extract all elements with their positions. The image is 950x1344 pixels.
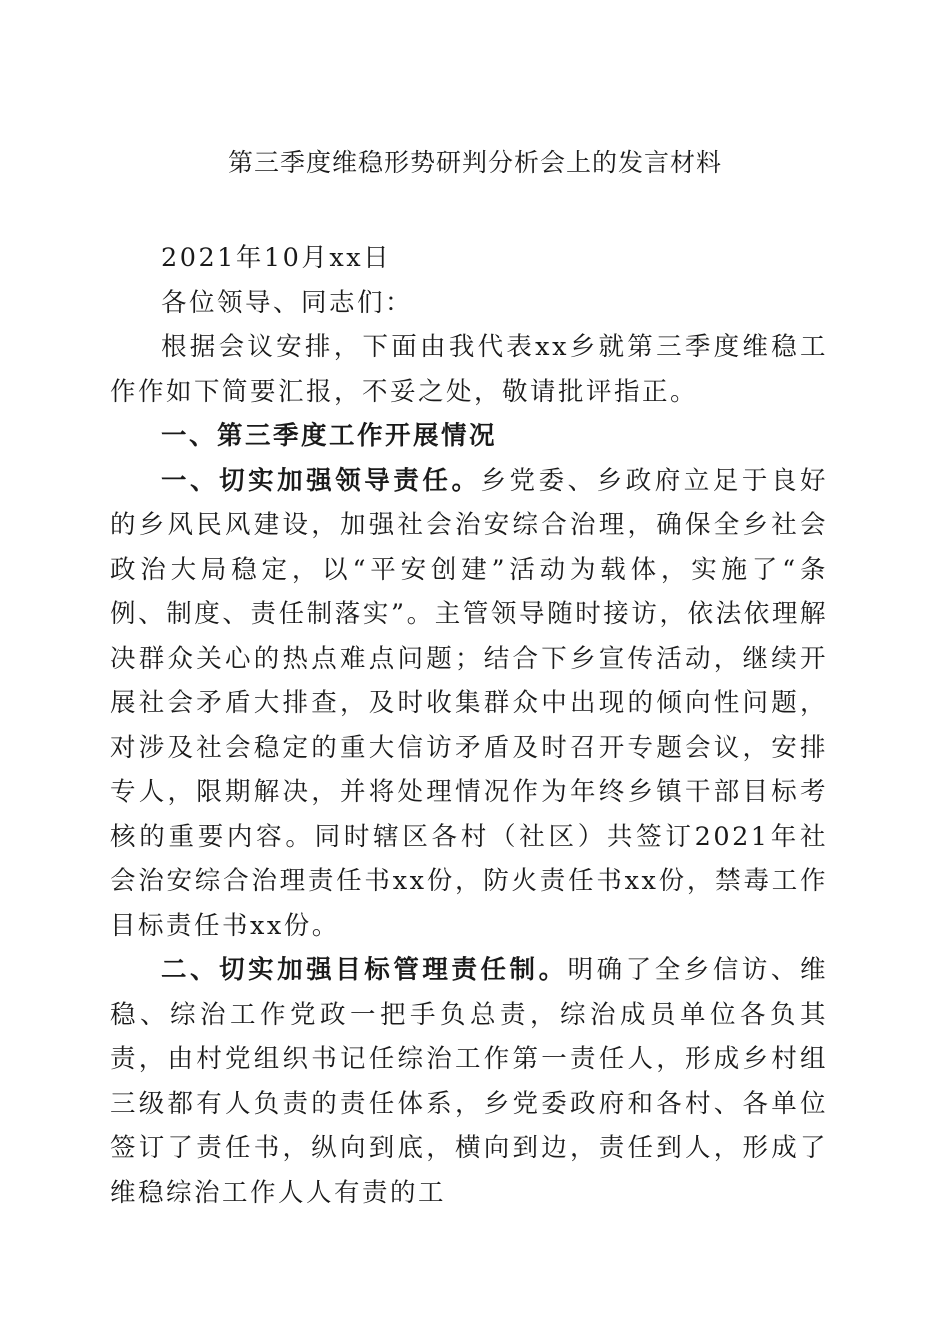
item-2-lead: 二、切实加强目标管理责任制。 — [161, 955, 568, 985]
salutation: 各位领导、同志们： — [161, 287, 414, 318]
section-heading: 一、第三季度工作开展情况 — [161, 421, 498, 451]
paragraph-item-1 — [110, 459, 828, 949]
item-1-lead: 一、切实加强领导责任。 — [161, 465, 481, 496]
item-2-text: 明确了全乡信访、维稳、综治工作党政一把手负总责，综治成员单位各负其责，由村党组织书记任综治工作第一责任人，形成乡村组三级都有人负责的责任体系，乡党委政府和各村、各单位签订了责任书，纵向到底，横向到边，责任到人，形成了维稳综治工作人人有责的工 — [110, 955, 828, 1208]
paragraph-item-2 — [110, 948, 828, 1215]
document-title: 第三季度维稳形势研判分析会上的发言材料 — [227, 148, 722, 177]
intro-paragraph: 根据会议安排，下面由我代表xx乡就第三季度维稳工作作如下简要汇报，不妥之处，敬请批评指正。 — [110, 332, 828, 407]
document-date: 2021年10月xx日 — [161, 243, 392, 273]
document-body — [110, 236, 828, 1215]
item-1-text: 乡党委、乡政府立足于良好的乡风民风建设，加强社会治安综合治理，确保全乡社会政治大局稳定，以“平安创建”活动为载体，实施了“条例、制度、责任制落实”。主管领导随时接访，依法依理解决群众关心的热点难点问题；结合下乡宣传活动，继续开展社会矛盾大排查，及时收集群众中出现的倾向性问题，对涉及社会稳定的重大信访矛盾及时召开专题会议，安排专人，限期解决，并将处理情况作为年终乡镇干部目标考核的重要内容。同时辖区各村（社区）共签订2021年社会治安综合治理责任书xx份，防火责任书xx份，禁毒工作目标责任书xx份。 — [110, 465, 828, 941]
